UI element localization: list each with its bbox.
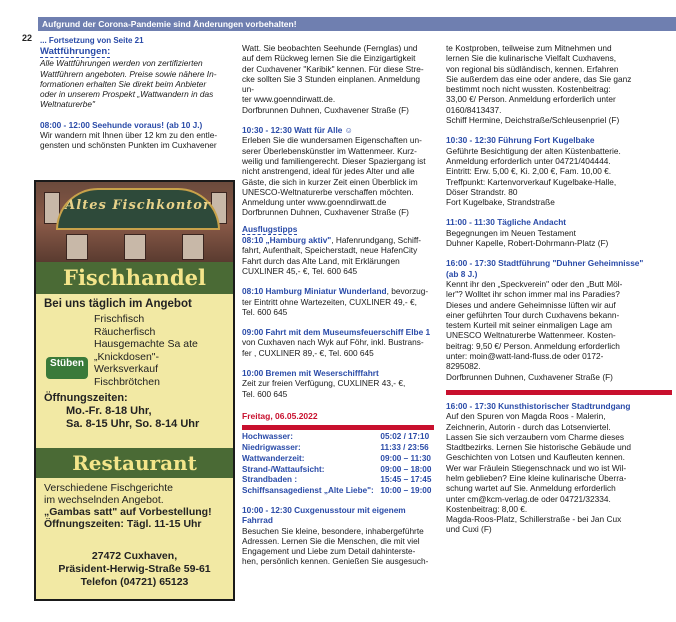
section-wattfuehrungen: Wattführungen: (40, 46, 111, 58)
tip-title: 08:10 „Hamburg aktiv" (242, 235, 332, 246)
tip-text: ter Eintritt ohne Wartezeiten, CUXLINER 49,- €, Tel. 600 645 (242, 296, 417, 317)
event-title: 16:00 - 17:30 Kunsthistorischer Stadtrundgang (446, 400, 631, 411)
shop-photo (36, 182, 233, 262)
event-text: Auf den Spuren von Magda Roos - Malerin, Zeichnerin, Autorin - durch das Lotsenviertel. Lassen Sie sich verzaubern vom Charme dieses Stadtbezirks. Lernen Sie historische Gebäude und Geschichten von Lotsen und Kaufleuten kennen. Wer war Fräulein Stiegenschnack und wo ist Wil- helm geblieben? Eine kleine kulinarische Überra- schung wartet auf Sie. Anmeldung erforderlich unter cm@kcm-verlag.de oder 04721/32334. Kostenbeitrag: 8,00 €. Magda-Roos-Platz, Schillerstraße - bei Jan Cux und Cuxi (F) (446, 411, 631, 535)
event-text: Begegnungen im Neuen Testament Duhner Kapelle, Robert-Dohrmann-Platz (F) (446, 227, 609, 249)
shop-sign: Altes Fischkontor (56, 188, 220, 230)
p1: te Kostproben, teilweise zum Mitnehmen und lernen Sie die kulinarische Vielfalt Cuxhavens, von regional bis südländisch, kennen. Erfahren Sie außerdem das eine oder andere, das Sie ganz bestimmt noch nicht wussten. Kostenbeitrag: 33,00 €/ Person. Anmeldung erforderlich unter 0160/8413437. Schiff Hermine, Deichstraße/Schleusenpriel (F) (446, 43, 632, 126)
schedule-row: Strandbaden : 15:45 – 17:45 (242, 475, 432, 485)
tip-text: Zeit zur freien Verfügung, CUXLINER 43,- €, Tel. 600 645 (242, 378, 406, 399)
rest-line1: Verschiedene Fischgerichte (44, 482, 173, 494)
event-text: Wir wandern mit Ihnen über 12 km zu den entle- gensten und schönsten Punkten im Cuxhavener (40, 130, 218, 151)
tip-title: 08:10 Hamburg Miniatur Wunderland (242, 286, 387, 297)
tip-text: von Cuxhaven nach Wyk auf Föhr, inkl. Bustrans- fer , CUXLINER 89,- €, Tel. 600 645 (242, 337, 424, 358)
intro-text: Alle Wattführungen werden von zertifizierten Wattführern angeboten. Preise sowie nähere In- formationen erhalten Sie direkt beim Anbieter oder in unserem Prospekt „Wattwandern in das Weltnaturerbe" (40, 58, 217, 110)
section-ausflugstipps: Ausflugstipps (242, 223, 298, 234)
address-city: 27472 Cuxhaven, (91, 550, 178, 562)
event-title: 08:00 - 12:00 Seehunde voraus! (ab 10 J.) (40, 119, 203, 130)
event-title: 10:00 - 12:30 Cuxgenusstour mit eigenem Fahrrad (242, 504, 406, 526)
tip-text: fahrt, Aufenthalt, Speicherstadt, neue HafenCity Fahrt durch das Alte Land, mit Erklärungen CUXLINER 45,- €, Tel. 600 645 (242, 245, 418, 276)
page-number: 22 (22, 33, 33, 43)
hours-weekday: Mo.-Fr. 8-18 Uhr, (66, 405, 152, 417)
day-date: Freitag, 06.05.2022 (242, 410, 318, 421)
tip-title: 10:00 Bremen mit Weserschifffahrt (242, 368, 379, 379)
event-age: (ab 8 J.) (446, 268, 478, 279)
hours-weekend: Sa. 8-15 Uhr, So. 8-14 Uhr (66, 418, 200, 430)
event-title: 16:00 - 17:30 Stadtführung "Duhner Geheimnisse" (446, 258, 644, 269)
fischkontor-ad (34, 180, 235, 601)
event-title: 11:00 - 11:30 Tägliche Andacht (446, 217, 567, 228)
column-3 (446, 43, 672, 535)
rest-line4: Öffnungszeiten: Tägl. 11-15 Uhr (44, 518, 202, 530)
rest-line3: „Gambas satt" auf Vorbestellung! (44, 506, 212, 518)
product-list: Frischfisch Räucherfisch Hausgemachte Sa ate „Knickdosen"- Werksverkauf Fischbrötchen (94, 313, 198, 388)
event-text: Kennt ihr den „Speckverein" oder den „Butt Möl- ler"? Wolltet ihr schon immer mal ins Paradies? Dieses und andere Geheimnisse lüften wir auf einer geführten Tour durch Cuxhavens bekann- testem Kurteil mit seiner einmaligen Lage am UNESCO Weltnaturerbe Wattenmeer. Kosten- beitrag: 9,50 €/ Person. Anmeldung erforderlich unter: moin@watt-land-fluss.de oder 0172- 8295082. Dorfbrunnen Duhnen, Cuxhavener Straße (F) (446, 278, 623, 382)
stueben-logo: Stüben (46, 357, 88, 379)
schedule-row: Hochwasser: 05:02 / 17:10 (242, 432, 430, 442)
date-divider (242, 425, 434, 430)
event-text: Erleben Sie die wundersamen Eigenschaften un- serer Überlebenskünstler im Wattenmeer. Kurz- weilig und familiengerecht. Dieser Spaziergang ist nicht anstrengend, ideal für jedes Alter und alle Gäste, die sich in kurzer Zeit einen Überblick im UNESCO-Weltnaturerbe verschaffen möchten. Anmeldung unter www.goenndirwatt.de Dorfbrunnen Duhnen, Cuxhavener Straße (F) (242, 135, 426, 218)
event-title: 10:30 - 12:30 Watt für Alle ☺ (242, 125, 354, 136)
schedule-row: Schiffsansagedienst „Alte Liebe": 10:00 – 19:00 (242, 486, 432, 496)
event-title: 10:30 - 12:30 Führung Fort Kugelbake (446, 135, 595, 146)
address-street: Präsident-Herwig-Straße 59-61 (58, 563, 211, 575)
continued-note: ... Fortsetzung von Seite 21 (40, 36, 144, 45)
schedule-row: Strand-/Wattaufsicht: 09:00 – 18:00 (242, 464, 432, 474)
rest-line2: im wechselnden Angebot. (44, 494, 164, 506)
offer-title: Bei uns täglich im Angebot (44, 298, 192, 310)
schedule-row: Niedrigwasser: 11:33 / 23:56 (242, 443, 429, 452)
restaurant-banner: Restaurant (36, 448, 233, 478)
tip-title: 09:00 Fahrt mit dem Museumsfeuerschiff Elbe 1 (242, 327, 431, 338)
column-1 (40, 36, 230, 151)
hours-title: Öffnungszeiten: (44, 392, 128, 404)
event-text: Geführte Besichtigung der alten Küstenbatterie. Anmeldung erforderlich unter 04721/404444. Eintritt: Erw. 5,00 €, Ki. 2,00 €, Fam. 10,00 €. Treffpunkt: Kartenvorverkauf Kugelbake-Halle, Döser Strandstr. 80 Fort Kugelbake, Strandstraße (446, 145, 621, 208)
schedule-row: Wattwanderzeit: 09:00 – 11:30 (242, 453, 431, 463)
p1: Watt. Sie beobachten Seehunde (Fernglas) und auf dem Rückweg lernen Sie die Einzigartigkeit der Cuxhavener "Karibik" kennen. Für diese Stre- cke sollten Sie 3 Stunden einplanen. Anmeldung un- ter www.goenndirwatt.de. Dorfbrunnen Duhnen, Cuxhavener Straße (F) (242, 43, 424, 115)
column-2: Watt. Sie beobachten Seehunde (Fernglas) und auf dem Rückweg lernen Sie die Einzigartigkeit der Cuxhavener "Karibik" kennen. Für diese Stre- cke sollten Sie 3 Stunden einplanen. Anmeldung un- ter www.goenndirwatt.de. Dorfbrunnen Duhnen, Cuxhavener Straße (F) 10:30 - 12:30 Watt für Alle ☺ Erleben Sie die wundersamen Eigenschaften un- serer Überlebenskünstler im Wattenmeer. Kurz- weilig und familiengerecht. Dieser Spaziergang ist nicht anstrengend, ideal für jedes Alter und alle Gäste, die sich in kurzer Zeit einen Überblick im UNESCO-Weltnaturerbe verschaffen möchten. Anmeldung unter www.goenndirwatt.de Dorfbrunnen Duhnen, Cuxhavener Straße (F) Ausflugstipps 08:10 „Hamburg aktiv", Hafenrundgang, Schiff- fahrt, Aufenthalt, Speicherstadt, neue HafenCity Fahrt durch das Alte Land, mit Erklärungen CUXLINER 45,- €, Tel. 600 645 08:10 Hamburg Miniatur Wunderland, bevorzug- ter Eintritt ohne Wartezeiten, CUXLINER 49,- €, Tel. 600 645 09:00 Fahrt mit dem Museumsfeuerschiff Elbe 1 von Cuxhaven nach Wyk auf Föhr, inkl. Bustrans- fer , CUXLINER 89,- €, Tel. 600 645 10:00 Bremen mit Weserschifffahrt Zeit zur freien Verfügung, CUXLINER 43,- €, Tel. 600 645 Freitag, 06.05.2022 Hochwasser: 05:02 / 17:10 Niedrigwasser: 11:33 / 23:56 Wattwanderzeit: 09:00 – 11:30 Strand-/Wattaufsicht: 09:00 – 18:00 Strandbaden : 15:45 – 17:45 Schiffsansagedienst „Alte Liebe": 10:00 – 19:00 10:00 - 12:30 Cuxgenusstour mit eigenem Fahrrad Besuchen Sie kleine, besondere, inhabergeführte Adressen. Lernen Sie die Menschen, die mit viel Engagement und Liebe zum Detail dahinterste- hen, persönlich kennen. Genießen Sie ausgesuch- (242, 43, 434, 567)
fischhandel-banner: Fischhandel (36, 262, 233, 294)
address-phone: Telefon (04721) 65123 (80, 576, 189, 588)
event-text: Besuchen Sie kleine, besondere, inhabergeführte Adressen. Lernen Sie die Menschen, die mit viel Engagement und Liebe zum Detail dahinterste- hen, persönlich kennen. Genießen Sie ausgesuch- (242, 525, 429, 567)
tide-schedule (242, 432, 434, 497)
corona-banner: Aufgrund der Corona-Pandemie sind Änderungen vorbehalten! (38, 17, 676, 31)
